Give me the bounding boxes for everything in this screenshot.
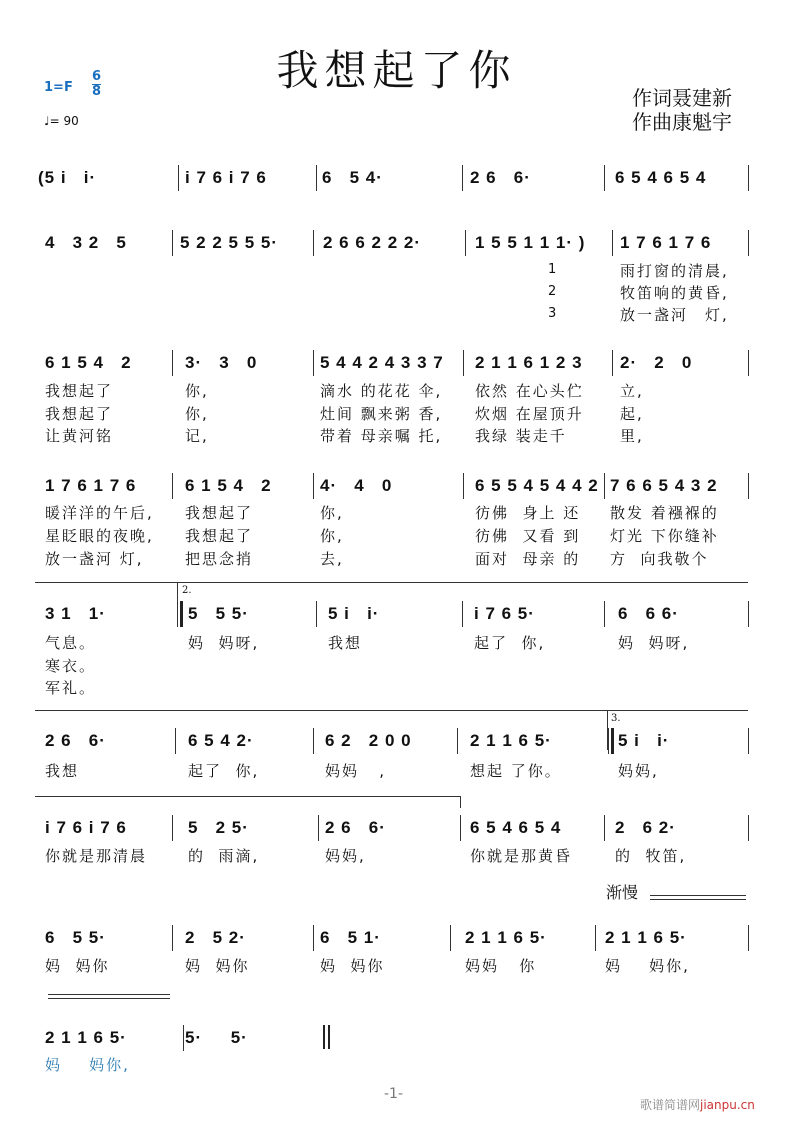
measure-notes: 5 5 5· (188, 604, 249, 623)
barline (748, 230, 749, 256)
measure-notes: 6 1 5 4 2 (45, 353, 132, 372)
lyric-text: 去, (320, 550, 344, 568)
barline (604, 165, 605, 191)
lyric-text: 面对 母亲 的 (475, 550, 581, 568)
lyric-text: 你, (185, 405, 209, 423)
verse-number: 3 (548, 306, 557, 321)
lyric-text: 想起 了你。 (470, 762, 562, 780)
lyric-line: 牧笛响的黄昏, (620, 284, 729, 302)
watermark-domain: jianpu.cn (700, 1098, 755, 1112)
lyric-text: 方 向我敬个 (610, 550, 709, 568)
lyric-line: 放一盏河 灯, (620, 306, 729, 324)
measure-notes: 2· 2 0 (620, 353, 693, 372)
lyric-text: 你, (320, 504, 344, 522)
barline (175, 728, 176, 754)
lyric-text: 带着 母亲嘱 托, (320, 427, 443, 445)
barline (748, 601, 749, 627)
composer: 作曲康魁宇 (632, 110, 732, 134)
ritardando-line (48, 994, 170, 999)
lyric-text: 灯光 下你缝补 (610, 527, 719, 545)
barline (748, 925, 749, 951)
barline (172, 473, 173, 499)
lyric-text: 妈妈 , (325, 762, 387, 780)
barline (313, 473, 314, 499)
barline (748, 815, 749, 841)
measure-notes: 2 6 2· (615, 818, 676, 837)
measure-notes: 6 5 5 4 5 4 4 2 (475, 476, 599, 495)
key-signature: 1=F (44, 80, 73, 95)
verse-number: 2 (548, 284, 557, 299)
watermark-site: 歌谱简谱网 (640, 1098, 701, 1112)
barline (748, 473, 749, 499)
barline (316, 601, 317, 627)
lyric-text: 记, (185, 427, 209, 445)
measure-notes: 6 1 5 4 2 (185, 476, 272, 495)
lyric-text: 彷佛 身上 还 (475, 504, 581, 522)
barline (178, 165, 179, 191)
barline (462, 601, 463, 627)
measure-notes: 1 7 6 1 7 6 (620, 233, 712, 252)
barline (463, 350, 464, 376)
lyric-text: 我想 (328, 634, 363, 652)
lyric-text: 把思念捎 (185, 550, 254, 568)
barline (450, 925, 451, 951)
barline (748, 350, 749, 376)
system-divider (35, 582, 748, 583)
measure-notes: 2 1 1 6 5· (470, 731, 552, 750)
measure-notes: 2 6 6· (45, 731, 106, 750)
barline (313, 728, 314, 754)
lyric-text: 妈 妈呀, (188, 634, 260, 652)
lyric-text: 起, (620, 405, 644, 423)
lyric-text: 我想起了 (45, 405, 114, 423)
lyric-text: 立, (620, 382, 644, 400)
lyric-text: 彷佛 又看 到 (475, 527, 581, 545)
lyric-text: 妈 妈你, (605, 957, 690, 975)
time-top: 6 (92, 69, 102, 84)
barline (462, 165, 463, 191)
lyric-text: 星眨眼的夜晚, (45, 527, 154, 545)
measure-notes: (5 i i· (38, 168, 97, 187)
measure-notes: 5 4 4 2 4 3 3 7 (320, 353, 444, 372)
lyric-text: 妈 妈你 (45, 957, 110, 975)
repeat-barline (177, 601, 183, 627)
lyric-text: 妈妈, (325, 847, 366, 865)
volta-end (460, 796, 461, 808)
time-signature (92, 70, 101, 99)
barline (313, 230, 314, 256)
measure-notes: 1 7 6 1 7 6 (45, 476, 137, 495)
measure-notes: 6 5 5· (45, 928, 106, 947)
barline (612, 350, 613, 376)
lyric-text: 你就是那清晨 (45, 847, 148, 865)
system-divider (35, 796, 461, 797)
measure-notes: 4· 4 0 (320, 476, 393, 495)
barline (604, 601, 605, 627)
barline (172, 815, 173, 841)
page-number: -1- (384, 1086, 404, 1102)
measure-notes: 2 1 1 6 5· (45, 1028, 127, 1047)
measure-notes: 4 3 2 5 (45, 233, 127, 252)
final-barline (328, 1025, 330, 1049)
barline (316, 165, 317, 191)
measure-notes: 2 1 1 6 1 2 3 (475, 353, 583, 372)
repeat-barline (608, 728, 614, 754)
barline (172, 350, 173, 376)
barline (612, 230, 613, 256)
measure-notes: 2 1 1 6 5· (465, 928, 547, 947)
lyric-text: 散发 着襁褓的 (610, 504, 719, 522)
time-bottom: 8 (92, 84, 102, 99)
lyric-text: 起了 你, (188, 762, 260, 780)
measure-notes: i 7 6 5· (474, 604, 535, 623)
measure-notes: 5· 5· (185, 1028, 248, 1047)
lyric-text: 妈妈, (618, 762, 659, 780)
lyric-text: 妈妈 你 (465, 957, 537, 975)
lyric-text: 滴水 的花花 伞, (320, 382, 443, 400)
barline (748, 728, 749, 754)
lyric-text: 依然 在心头伫 (475, 382, 584, 400)
barline (172, 230, 173, 256)
lyric-text: 我绿 装走千 (475, 427, 567, 445)
measure-notes: i 7 6 i 7 6 (45, 818, 127, 837)
lyric-text: 的 牧笛, (615, 847, 687, 865)
lyric-text: 的 雨滴, (188, 847, 260, 865)
verse-number: 1 (548, 262, 557, 277)
tempo-marking: 渐慢 (606, 883, 639, 902)
measure-notes: 6 5 1· (320, 928, 381, 947)
lyric-text: 让黄河铭 (45, 427, 114, 445)
lyric-text: 我想起了 (185, 504, 254, 522)
lyric-text: 妈 妈你 (320, 957, 385, 975)
barline (604, 473, 605, 499)
measure-notes: 2 6 6· (470, 168, 531, 187)
measure-notes: i 7 6 i 7 6 (185, 168, 267, 187)
measure-notes: 7 6 6 5 4 3 2 (610, 476, 718, 495)
measure-notes: 2 5 2· (185, 928, 246, 947)
tempo-mark: ♩= 90 (44, 114, 79, 128)
lyric-text: 妈 妈你 (185, 957, 250, 975)
lyric-text: 你, (185, 382, 209, 400)
lyric-text: 气息。 (45, 634, 97, 652)
lyric-text: 你, (320, 527, 344, 545)
barline (183, 1025, 184, 1051)
measure-notes: 2 6 6 2 2 2· (323, 233, 422, 252)
song-title: 我想起了你 (276, 46, 517, 95)
measure-notes: 1 5 5 1 1 1· ) (475, 233, 586, 252)
lyric-text: 灶间 飘来粥 香, (320, 405, 443, 423)
lyric-text: 起了 你, (474, 634, 546, 652)
ritardando-line (650, 895, 746, 900)
barline (465, 230, 466, 256)
barline (313, 350, 314, 376)
lyric-text: 妈 妈你, (45, 1056, 130, 1074)
measure-notes: 6 5 4· (322, 168, 383, 187)
lyric-text: 你就是那黄昏 (470, 847, 573, 865)
measure-notes: 6 5 4 6 5 4 (470, 818, 562, 837)
watermark (640, 1096, 755, 1113)
measure-notes: 6 6 6· (618, 604, 679, 623)
lyric-text: 暖洋洋的午后, (45, 504, 154, 522)
lyric-text: 炊烟 在屋顶升 (475, 405, 584, 423)
barline (604, 815, 605, 841)
barline (457, 728, 458, 754)
lyric-line: 雨打窗的清晨, (620, 262, 729, 280)
lyric-text: 妈 妈呀, (618, 634, 690, 652)
measure-notes: 3· 3 0 (185, 353, 258, 372)
measure-notes: 6 5 4 2· (188, 731, 254, 750)
barline (313, 925, 314, 951)
measure-notes: 5 2 5· (188, 818, 249, 837)
barline (318, 815, 319, 841)
lyric-text: 里, (620, 427, 644, 445)
lyric-text: 军礼。 (45, 679, 97, 697)
barline (463, 473, 464, 499)
final-barline (323, 1025, 325, 1049)
volta-label: 2. (182, 585, 192, 596)
lyric-text: 我想起了 (185, 527, 254, 545)
lyricist: 作词聂建新 (632, 86, 732, 110)
measure-notes: 6 5 4 6 5 4 (615, 168, 707, 187)
system-divider (35, 710, 748, 711)
measure-notes: 5 i i· (328, 604, 380, 623)
measure-notes: 2 1 1 6 5· (605, 928, 687, 947)
lyric-text: 我想 (45, 762, 80, 780)
measure-notes: 5 2 2 5 5 5· (180, 233, 279, 252)
lyric-text: 我想起了 (45, 382, 114, 400)
measure-notes: 2 6 6· (325, 818, 386, 837)
measure-notes: 5 i i· (618, 731, 670, 750)
volta-label: 3. (611, 713, 621, 724)
measure-notes: 3 1 1· (45, 604, 106, 623)
barline (460, 815, 461, 841)
barline (172, 925, 173, 951)
barline (595, 925, 596, 951)
lyric-text: 放一盏河 灯, (45, 550, 144, 568)
measure-notes: 6 2 2 0 0 (325, 731, 412, 750)
barline (748, 165, 749, 191)
lyric-text: 寒衣。 (45, 657, 97, 675)
